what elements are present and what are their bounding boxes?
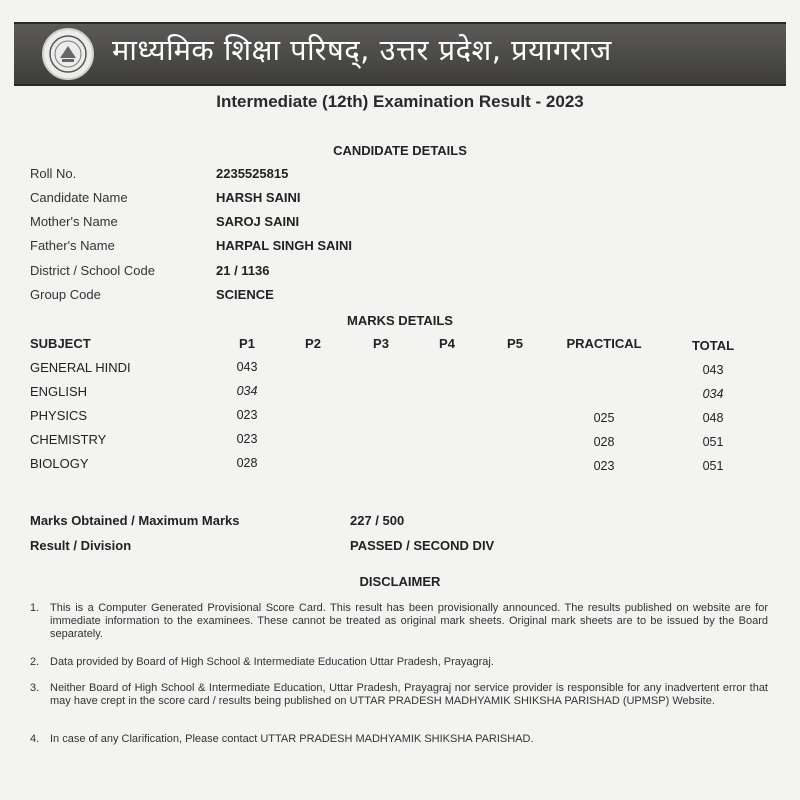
subject-cell: GENERAL HINDI (30, 360, 131, 375)
item-number: 4. (30, 733, 40, 745)
column-header-total: TOTAL (691, 338, 735, 353)
table-row (30, 456, 770, 476)
total-cell: 034 (702, 387, 724, 401)
p1-cell: 043 (236, 360, 258, 374)
roll-number-row (30, 166, 770, 186)
result-division-label: Result / Division (30, 538, 132, 553)
column-header-p1: P1 (239, 336, 255, 351)
total-cell: 048 (702, 411, 724, 425)
item-text: Neither Board of High School & Intermediate Education, Uttar Pradesh, Prayagraj nor service provider is responsible for any inadvertent error that may have crept in the score card / results being published on UTTAR PRADESH MADHYAMIK SHIKSHA PARISHAD (UPMSP) Website. (50, 682, 768, 707)
field-value: HARPAL SINGH SAINI (216, 238, 353, 253)
item-number: 1. (30, 602, 40, 614)
total-cell: 043 (702, 363, 724, 377)
field-value: 21 / 1136 (216, 263, 270, 278)
column-header-p3: P3 (373, 336, 389, 351)
subject-cell: ENGLISH (30, 384, 88, 399)
candidate-details-heading: CANDIDATE DETAILS (333, 143, 467, 158)
practical-cell: 023 (593, 459, 615, 473)
header-banner (14, 22, 786, 86)
table-row (30, 360, 770, 380)
district-school-code-row (30, 263, 770, 283)
board-name: माध्यमिक शिक्षा परिषद्, उत्तर प्रदेश, प्रयागराज (112, 33, 612, 67)
field-value: 2235525815 (216, 166, 289, 181)
field-value: SCIENCE (216, 287, 274, 302)
total-cell: 051 (702, 435, 724, 449)
field-label: Roll No. (30, 166, 77, 181)
column-header-practical: PRACTICAL (566, 336, 642, 351)
group-code-row (30, 287, 770, 307)
field-label: Mother's Name (30, 214, 118, 229)
table-row (30, 384, 770, 404)
mother-name-row (30, 214, 770, 234)
item-text: This is a Computer Generated Provisional Score Card. This result has been provisionally announced. The results published on website are for immediate information to the examinees. These cannot be treated as original mark sheets. Original mark sheets are to be issued by the Board separately. (50, 602, 768, 640)
practical-cell: 025 (593, 411, 615, 425)
marks-table-header (30, 336, 770, 356)
subject-cell: BIOLOGY (30, 456, 89, 471)
result-division-row (30, 538, 770, 558)
field-value: SAROJ SAINI (216, 214, 300, 229)
column-header-p5: P5 (507, 336, 523, 351)
board-emblem-icon (42, 28, 94, 80)
field-label: Father's Name (30, 238, 115, 253)
subject-cell: PHYSICS (30, 408, 88, 423)
field-label: District / School Code (30, 263, 155, 278)
candidate-name-row (30, 190, 770, 210)
p1-cell: 023 (236, 432, 258, 446)
father-name-row (30, 238, 770, 258)
column-header-p4: P4 (439, 336, 455, 351)
item-text: Data provided by Board of High School & Intermediate Education Uttar Pradesh, Prayagraj. (50, 656, 494, 668)
marks-obtained-value: 227 / 500 (350, 513, 405, 528)
marks-obtained-label: Marks Obtained / Maximum Marks (30, 513, 240, 528)
p1-cell: 023 (236, 408, 258, 422)
field-label: Group Code (30, 287, 101, 302)
field-label: Candidate Name (30, 190, 128, 205)
p1-cell: 034 (236, 384, 258, 398)
subject-cell: CHEMISTRY (30, 432, 107, 447)
disclaimer-heading: DISCLAIMER (359, 574, 441, 589)
marks-details-heading: MARKS DETAILS (347, 313, 453, 328)
marks-obtained-row (30, 513, 770, 533)
item-number: 2. (30, 656, 40, 668)
column-header-p2: P2 (305, 336, 321, 351)
column-header-subject: SUBJECT (30, 336, 91, 351)
exam-title: Intermediate (12th) Examination Result - 2023 (216, 92, 584, 111)
p1-cell: 028 (236, 456, 258, 470)
result-division-value: PASSED / SECOND DIV (350, 538, 495, 553)
table-row (30, 432, 770, 452)
table-row (30, 408, 770, 428)
total-cell: 051 (702, 459, 724, 473)
item-text: In case of any Clarification, Please contact UTTAR PRADESH MADHYAMIK SHIKSHA PARISHAD. (50, 733, 534, 745)
field-value: HARSH SAINI (216, 190, 301, 205)
practical-cell: 028 (593, 435, 615, 449)
item-number: 3. (30, 682, 40, 694)
